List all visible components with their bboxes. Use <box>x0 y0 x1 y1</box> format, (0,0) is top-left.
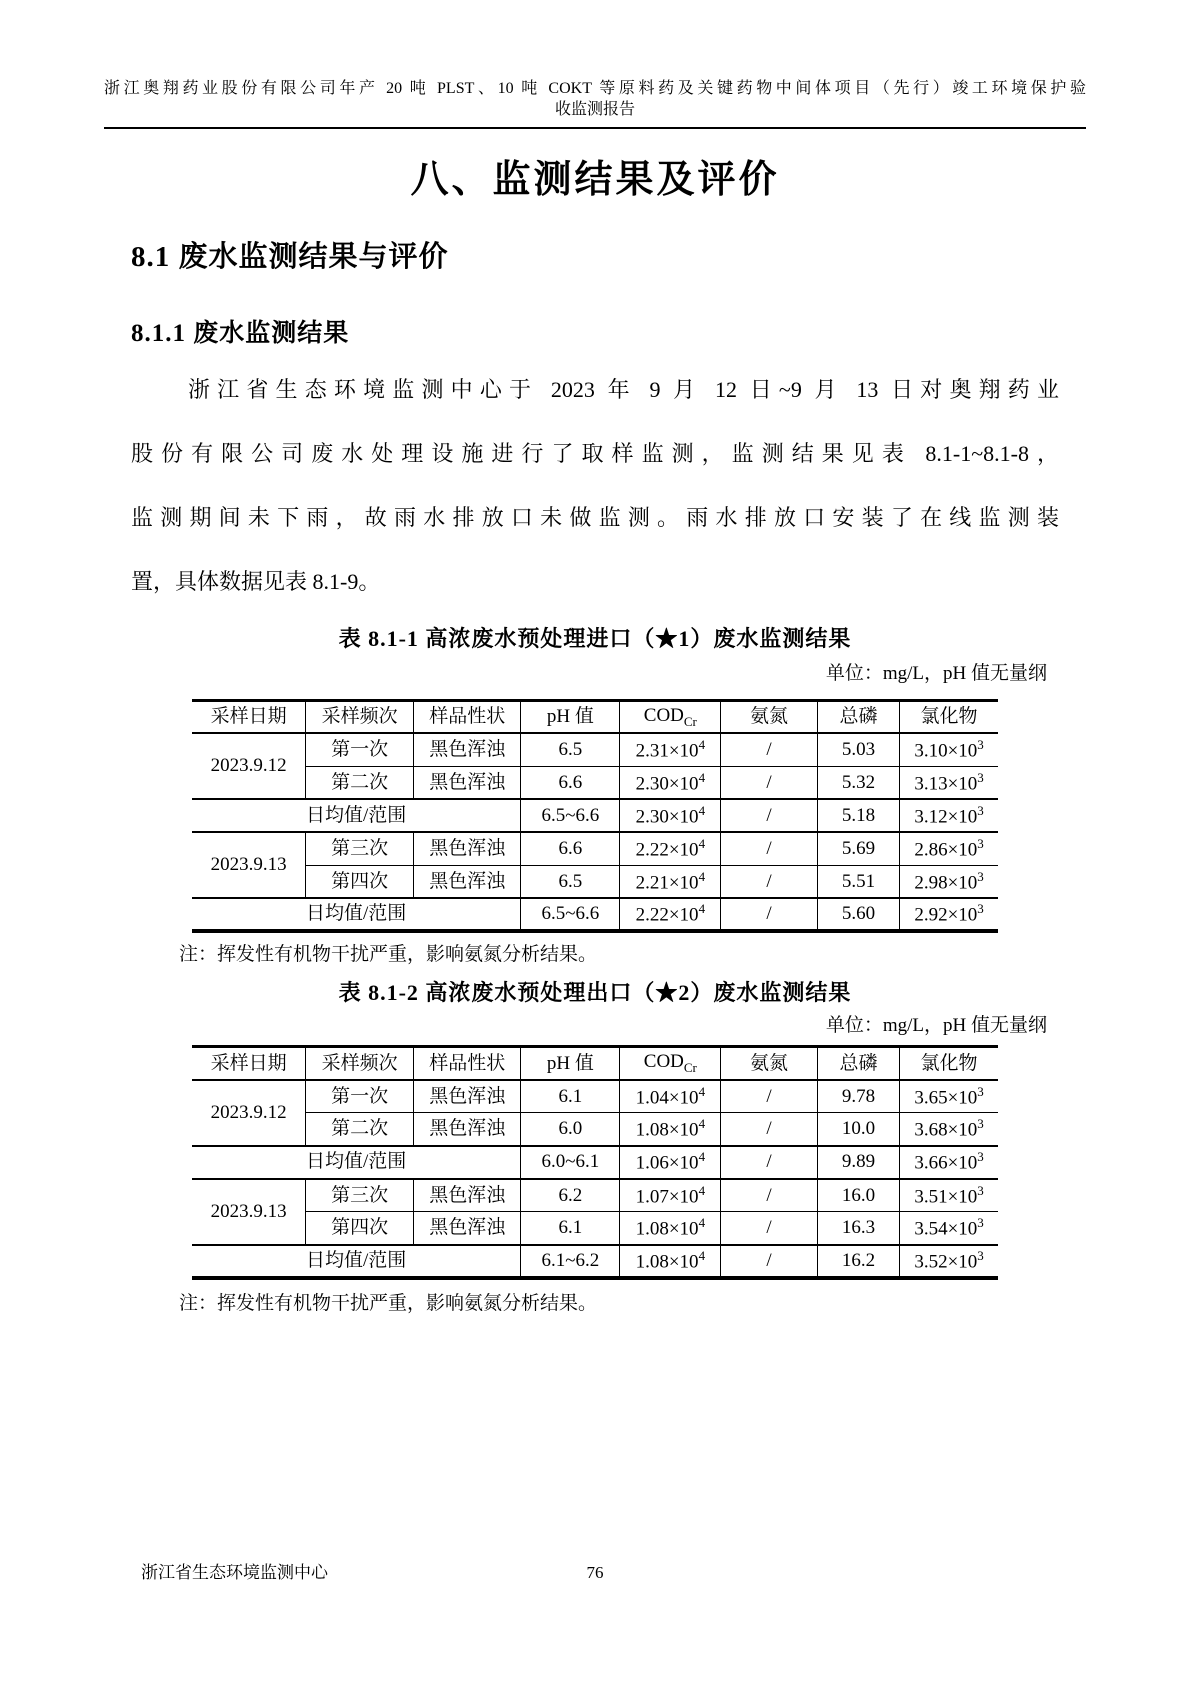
table-unit-note: 单位：mg/L，pH 值无量纲 <box>825 1015 1047 1037</box>
page-header-rule <box>104 78 1086 129</box>
column-header: 总磷 <box>817 1047 899 1080</box>
value-cell: 5.03 <box>817 733 899 766</box>
value-cell: $1.08\times 10^4$ <box>620 1113 721 1146</box>
table-unit-note: 单位：mg/L，pH 值无量纲 <box>825 662 1047 684</box>
sample-row <box>192 1212 998 1245</box>
table-footnote: 注：挥发性有机物干扰严重，影响氨氮分析结果。 <box>179 944 598 966</box>
value-cell: 10.0 <box>817 1113 899 1146</box>
value-cell: 5.51 <box>817 865 899 898</box>
daily-average-label: 日均值/范围 <box>192 898 521 931</box>
column-header: 总磷 <box>817 700 899 733</box>
value-cell: 第四次 <box>306 865 414 898</box>
column-header: 氯化物 <box>900 700 998 733</box>
value-cell: 黑色浑浊 <box>414 865 521 898</box>
column-header: 样品性状 <box>414 1047 521 1080</box>
value-cell: $3.54\times 10^3$ <box>900 1212 998 1245</box>
value-cell: $3.66\times 10^3$ <box>900 1146 998 1179</box>
value-cell: 第三次 <box>306 1179 414 1212</box>
paragraph-line: 置，具体数据见表 8.1-9。 <box>131 568 381 594</box>
table-header-row <box>192 700 998 733</box>
value-cell: 16.0 <box>817 1179 899 1212</box>
value-cell: / <box>721 1080 818 1113</box>
table-title: 表 8.1-1 高浓废水预处理进口（★1）废水监测结果 <box>338 625 852 651</box>
value-cell: 6.5 <box>521 733 620 766</box>
value-cell: 6.1~6.2 <box>521 1245 620 1278</box>
sample-row <box>192 1113 998 1146</box>
value-cell: 第一次 <box>306 733 414 766</box>
daily-average-row <box>192 1245 998 1278</box>
sample-row <box>192 865 998 898</box>
header-title-line2: 收监测报告 <box>554 101 635 118</box>
wastewater-monitoring-table-1 <box>192 699 998 934</box>
value-cell: 6.1 <box>521 1080 620 1113</box>
value-cell: / <box>721 766 818 799</box>
column-header: 采样日期 <box>192 1047 306 1080</box>
value-cell: 16.3 <box>817 1212 899 1245</box>
value-cell: $1.06\times 10^4$ <box>620 1146 721 1179</box>
daily-average-label: 日均值/范围 <box>192 1245 521 1278</box>
value-cell: $2.22\times 10^4$ <box>620 832 721 865</box>
sample-date-cell: 2023.9.12 <box>192 733 306 799</box>
table-section-8-1-2 <box>131 980 1059 1315</box>
page-header <box>104 0 1086 129</box>
value-cell: 黑色浑浊 <box>414 1113 521 1146</box>
value-cell: / <box>721 1212 818 1245</box>
value-cell: $2.30\times 10^4$ <box>620 799 721 832</box>
value-cell: $1.07\times 10^4$ <box>620 1179 721 1212</box>
value-cell: 第二次 <box>306 766 414 799</box>
value-cell: 6.1 <box>521 1212 620 1245</box>
header-title-line1: 浙江奥翔药业股份有限公司年产 20 吨 PLST、10 吨 COKT 等原料药及关键药物中间体项目（先行）竣工环境保护验 <box>104 80 1086 97</box>
value-cell: 6.5~6.6 <box>521 799 620 832</box>
value-cell: 黑色浑浊 <box>414 832 521 865</box>
value-cell: 黑色浑浊 <box>414 766 521 799</box>
value-cell: / <box>721 1146 818 1179</box>
value-cell: 6.6 <box>521 832 620 865</box>
column-header: $COD_{Cr}$ <box>620 1047 721 1080</box>
value-cell: 6.0 <box>521 1113 620 1146</box>
value-cell: 6.6 <box>521 766 620 799</box>
column-header: 氨氮 <box>721 1047 818 1080</box>
value-cell: 黑色浑浊 <box>414 1179 521 1212</box>
value-cell: $2.22\times 10^4$ <box>620 898 721 931</box>
value-cell: 6.0~6.1 <box>521 1146 620 1179</box>
column-header: 采样频次 <box>306 700 414 733</box>
value-cell: $2.98\times 10^3$ <box>900 865 998 898</box>
table-header-row <box>192 1047 998 1080</box>
value-cell: / <box>721 865 818 898</box>
value-cell: 16.2 <box>817 1245 899 1278</box>
value-cell: / <box>721 1245 818 1278</box>
value-cell: 黑色浑浊 <box>414 733 521 766</box>
page-number: 76 <box>586 1563 604 1582</box>
value-cell: 第一次 <box>306 1080 414 1113</box>
value-cell: / <box>721 1179 818 1212</box>
value-cell: 5.69 <box>817 832 899 865</box>
value-cell: $3.65\times 10^3$ <box>900 1080 998 1113</box>
wastewater-monitoring-table-2 <box>192 1045 998 1280</box>
sample-row <box>192 766 998 799</box>
value-cell: $2.86\times 10^3$ <box>900 832 998 865</box>
footer-organization: 浙江省生态环境监测中心 <box>141 1563 328 1582</box>
value-cell: $2.31\times 10^4$ <box>620 733 721 766</box>
value-cell: $3.52\times 10^3$ <box>900 1245 998 1278</box>
sample-row <box>192 733 998 766</box>
value-cell: $2.21\times 10^4$ <box>620 865 721 898</box>
table-footnote: 注：挥发性有机物干扰严重，影响氨氮分析结果。 <box>179 1292 598 1314</box>
value-cell: $2.30\times 10^4$ <box>620 766 721 799</box>
value-cell: $3.12\times 10^3$ <box>900 799 998 832</box>
value-cell: 9.78 <box>817 1080 899 1113</box>
value-cell: 6.5~6.6 <box>521 898 620 931</box>
value-cell: / <box>721 1113 818 1146</box>
paragraph-line: 浙江省生态环境监测中心于 2023 年 9 月 12 日~9 月 13 日对奥翔药业 <box>188 376 1059 402</box>
column-header: 样品性状 <box>414 700 521 733</box>
value-cell: $3.13\times 10^3$ <box>900 766 998 799</box>
column-header: pH 值 <box>521 1047 620 1080</box>
section-heading-8-1: 8.1 废水监测结果与评价 <box>131 241 449 273</box>
value-cell: / <box>721 898 818 931</box>
value-cell: $1.04\times 10^4$ <box>620 1080 721 1113</box>
value-cell: / <box>721 799 818 832</box>
value-cell: 黑色浑浊 <box>414 1212 521 1245</box>
daily-average-row <box>192 1146 998 1179</box>
sample-date-cell: 2023.9.12 <box>192 1080 306 1146</box>
daily-average-label: 日均值/范围 <box>192 1146 521 1179</box>
column-header: 采样日期 <box>192 700 306 733</box>
paragraph-line: 监测期间未下雨，故雨水排放口未做监测。雨水排放口安装了在线监测装 <box>131 504 1059 530</box>
table-section-8-1-1 <box>131 626 1059 967</box>
column-header: $COD_{Cr}$ <box>620 700 721 733</box>
sample-date-cell: 2023.9.13 <box>192 1179 306 1245</box>
column-header: 氯化物 <box>900 1047 998 1080</box>
value-cell: $2.92\times 10^3$ <box>900 898 998 931</box>
column-header: pH 值 <box>521 700 620 733</box>
value-cell: $1.08\times 10^4$ <box>620 1245 721 1278</box>
value-cell: 6.2 <box>521 1179 620 1212</box>
value-cell: 9.89 <box>817 1146 899 1179</box>
value-cell: 第二次 <box>306 1113 414 1146</box>
value-cell: 黑色浑浊 <box>414 1080 521 1113</box>
paragraph-line: 股份有限公司废水处理设施进行了取样监测，监测结果见表 8.1-1~8.1-8， <box>131 440 1059 466</box>
value-cell: 第四次 <box>306 1212 414 1245</box>
table-title: 表 8.1-2 高浓废水预处理出口（★2）废水监测结果 <box>338 980 852 1006</box>
daily-average-label: 日均值/范围 <box>192 799 521 832</box>
chapter-title: 八、监测结果及评价 <box>410 159 780 201</box>
value-cell: / <box>721 832 818 865</box>
document-content <box>131 161 1059 1315</box>
value-cell: 第三次 <box>306 832 414 865</box>
section-heading-8-1-1: 8.1.1 废水监测结果 <box>131 320 350 348</box>
daily-average-row <box>192 799 998 832</box>
column-header: 采样频次 <box>306 1047 414 1080</box>
sample-date-cell: 2023.9.13 <box>192 832 306 898</box>
sample-row <box>192 1179 998 1212</box>
value-cell: $1.08\times 10^4$ <box>620 1212 721 1245</box>
body-paragraph <box>131 358 1059 614</box>
value-cell: / <box>721 733 818 766</box>
value-cell: 5.60 <box>817 898 899 931</box>
value-cell: $3.51\times 10^3$ <box>900 1179 998 1212</box>
value-cell: 5.18 <box>817 799 899 832</box>
sample-row <box>192 832 998 865</box>
value-cell: 6.5 <box>521 865 620 898</box>
value-cell: 5.32 <box>817 766 899 799</box>
column-header: 氨氮 <box>721 700 818 733</box>
daily-average-row <box>192 898 998 931</box>
sample-row <box>192 1080 998 1113</box>
value-cell: $3.68\times 10^3$ <box>900 1113 998 1146</box>
value-cell: $3.10\times 10^3$ <box>900 733 998 766</box>
